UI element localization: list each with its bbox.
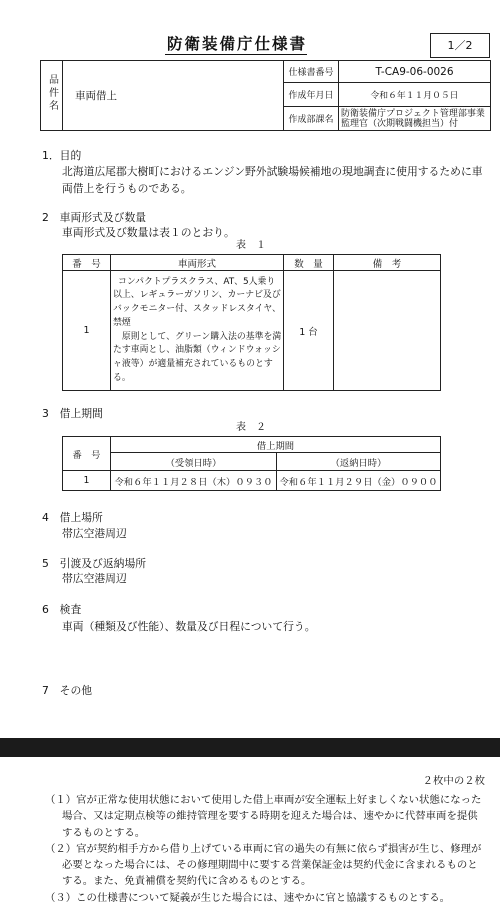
header-info-table [40,60,491,131]
page-number: 1／2 [447,39,473,52]
column-header-returned: （返納日時） [277,453,441,471]
list-item: （３）この仕様書について疑義が生じた場合には、速やかに官と協議するものとする。 [45,891,451,904]
column-header-received: （受領日時） [111,453,277,471]
remarks-cell [334,271,441,391]
vehicle-type-text [113,276,283,386]
header-row-spec-number [41,61,491,83]
page-break-band [0,738,500,757]
vehicle-condition-paragraph: 原則として、グリーン購入法の基準を満たす車両とし、油脂類（ウィンドウォッシャ液等）が適量補充されているものとする。 [113,331,282,383]
created-date-label: 作成年月日 [284,83,339,107]
column-header-vehicle-type: 車両形式 [111,255,284,271]
table-row [63,471,441,491]
vehicle-table-header-row [63,255,441,271]
column-header-remarks: 備 考 [334,255,441,271]
rental-period-header-row [63,437,441,453]
section-4-heading: 4 借上場所 [42,511,103,524]
item-name: 車両借上 [75,90,117,102]
section-5-heading: 5 引渡及び返納場所 [42,557,147,570]
section-2-body: 車両形式及び数量は表１のとおり。 [62,226,235,239]
document-title: 防衛装備庁仕様書 [166,35,307,53]
other-items-list [45,792,486,906]
section-7-heading: 7 その他 [42,684,93,697]
section-2-heading: 2 車両形式及び数量 [42,211,147,224]
department-cell [339,107,491,131]
received-datetime: 令和６年１１月２８日（木）０９３０ [111,471,277,491]
row-number: 1 [63,471,111,491]
vehicle-spec-paragraph: コンパクトプラスクラス、AT、5人乗り以上、レギュラーガソリン、カーナビ及びバックモニター付、スタッドレスタイヤ、禁煙 [113,276,281,328]
quantity-cell: 1 台 [284,271,334,391]
spec-number-value: T-CA9-06-0026 [339,61,491,83]
column-header-number: 番 号 [63,437,111,471]
created-date-value: 令和６年１１月０５日 [339,83,491,107]
section-5-body: 帯広空港周辺 [62,572,127,585]
department-label: 作成部課名 [284,107,339,131]
column-header-number: 番 号 [63,255,111,271]
returned-datetime: 令和６年１１月２９日（金）０９００ [277,471,441,491]
table-1-caption: 表 １ [236,240,266,251]
item-name-cell [63,61,284,131]
page-number-box [430,33,490,58]
section-6-heading: 6 検査 [42,603,82,616]
rental-period-table [62,436,441,491]
department-value: 防衛装備庁プロジェクト管理部事業監理官（次期戦闘機担当）付 [341,108,485,129]
item-name-label: 品件名 [46,74,58,113]
spec-number-label: 仕様書番号 [284,61,339,83]
vehicle-table [62,254,441,391]
section-4-body: 帯広空港周辺 [62,527,127,540]
section-1-heading: 1．目的 [42,149,82,162]
rental-period-subheader-row [63,453,441,471]
title-block [130,35,342,53]
section-6-body: 車両（種類及び性能）、数量及び日程について行う。 [62,620,316,633]
column-header-rental-period: 借上期間 [111,437,441,453]
table-2-caption: 表 ２ [236,422,266,433]
section-1-body: 北海道広尾郡大樹町におけるエンジン野外試験場候補地の現地調査に使用するために車両借上を行うものである。 [62,165,483,195]
vehicle-type-cell [111,271,284,391]
list-item: （２）官が契約相手方から借り上げている車両に官の過失の有無に依らず損害が生じ、修理が必要となった場合には、その修理期間中に要する営業保証金は契約代金に含まれるものとする。また、免責補償を契約代に含めるものとする。 [45,842,482,888]
row-number: 1 [63,271,111,391]
item-name-label-cell [41,61,63,131]
page-2-indicator: ２枚中の２枚 [422,775,485,787]
column-header-quantity: 数 量 [284,255,334,271]
section-3-heading: 3 借上期間 [42,407,103,420]
table-row [63,271,441,391]
list-item: （１）官が正常な使用状態において使用した借上車両が安全運転上好ましくない状態になった場合、又は定期点検等の維持管理を要する時期を迎えた場合は、速やかに代替車両を提供するものとする。 [45,794,482,839]
